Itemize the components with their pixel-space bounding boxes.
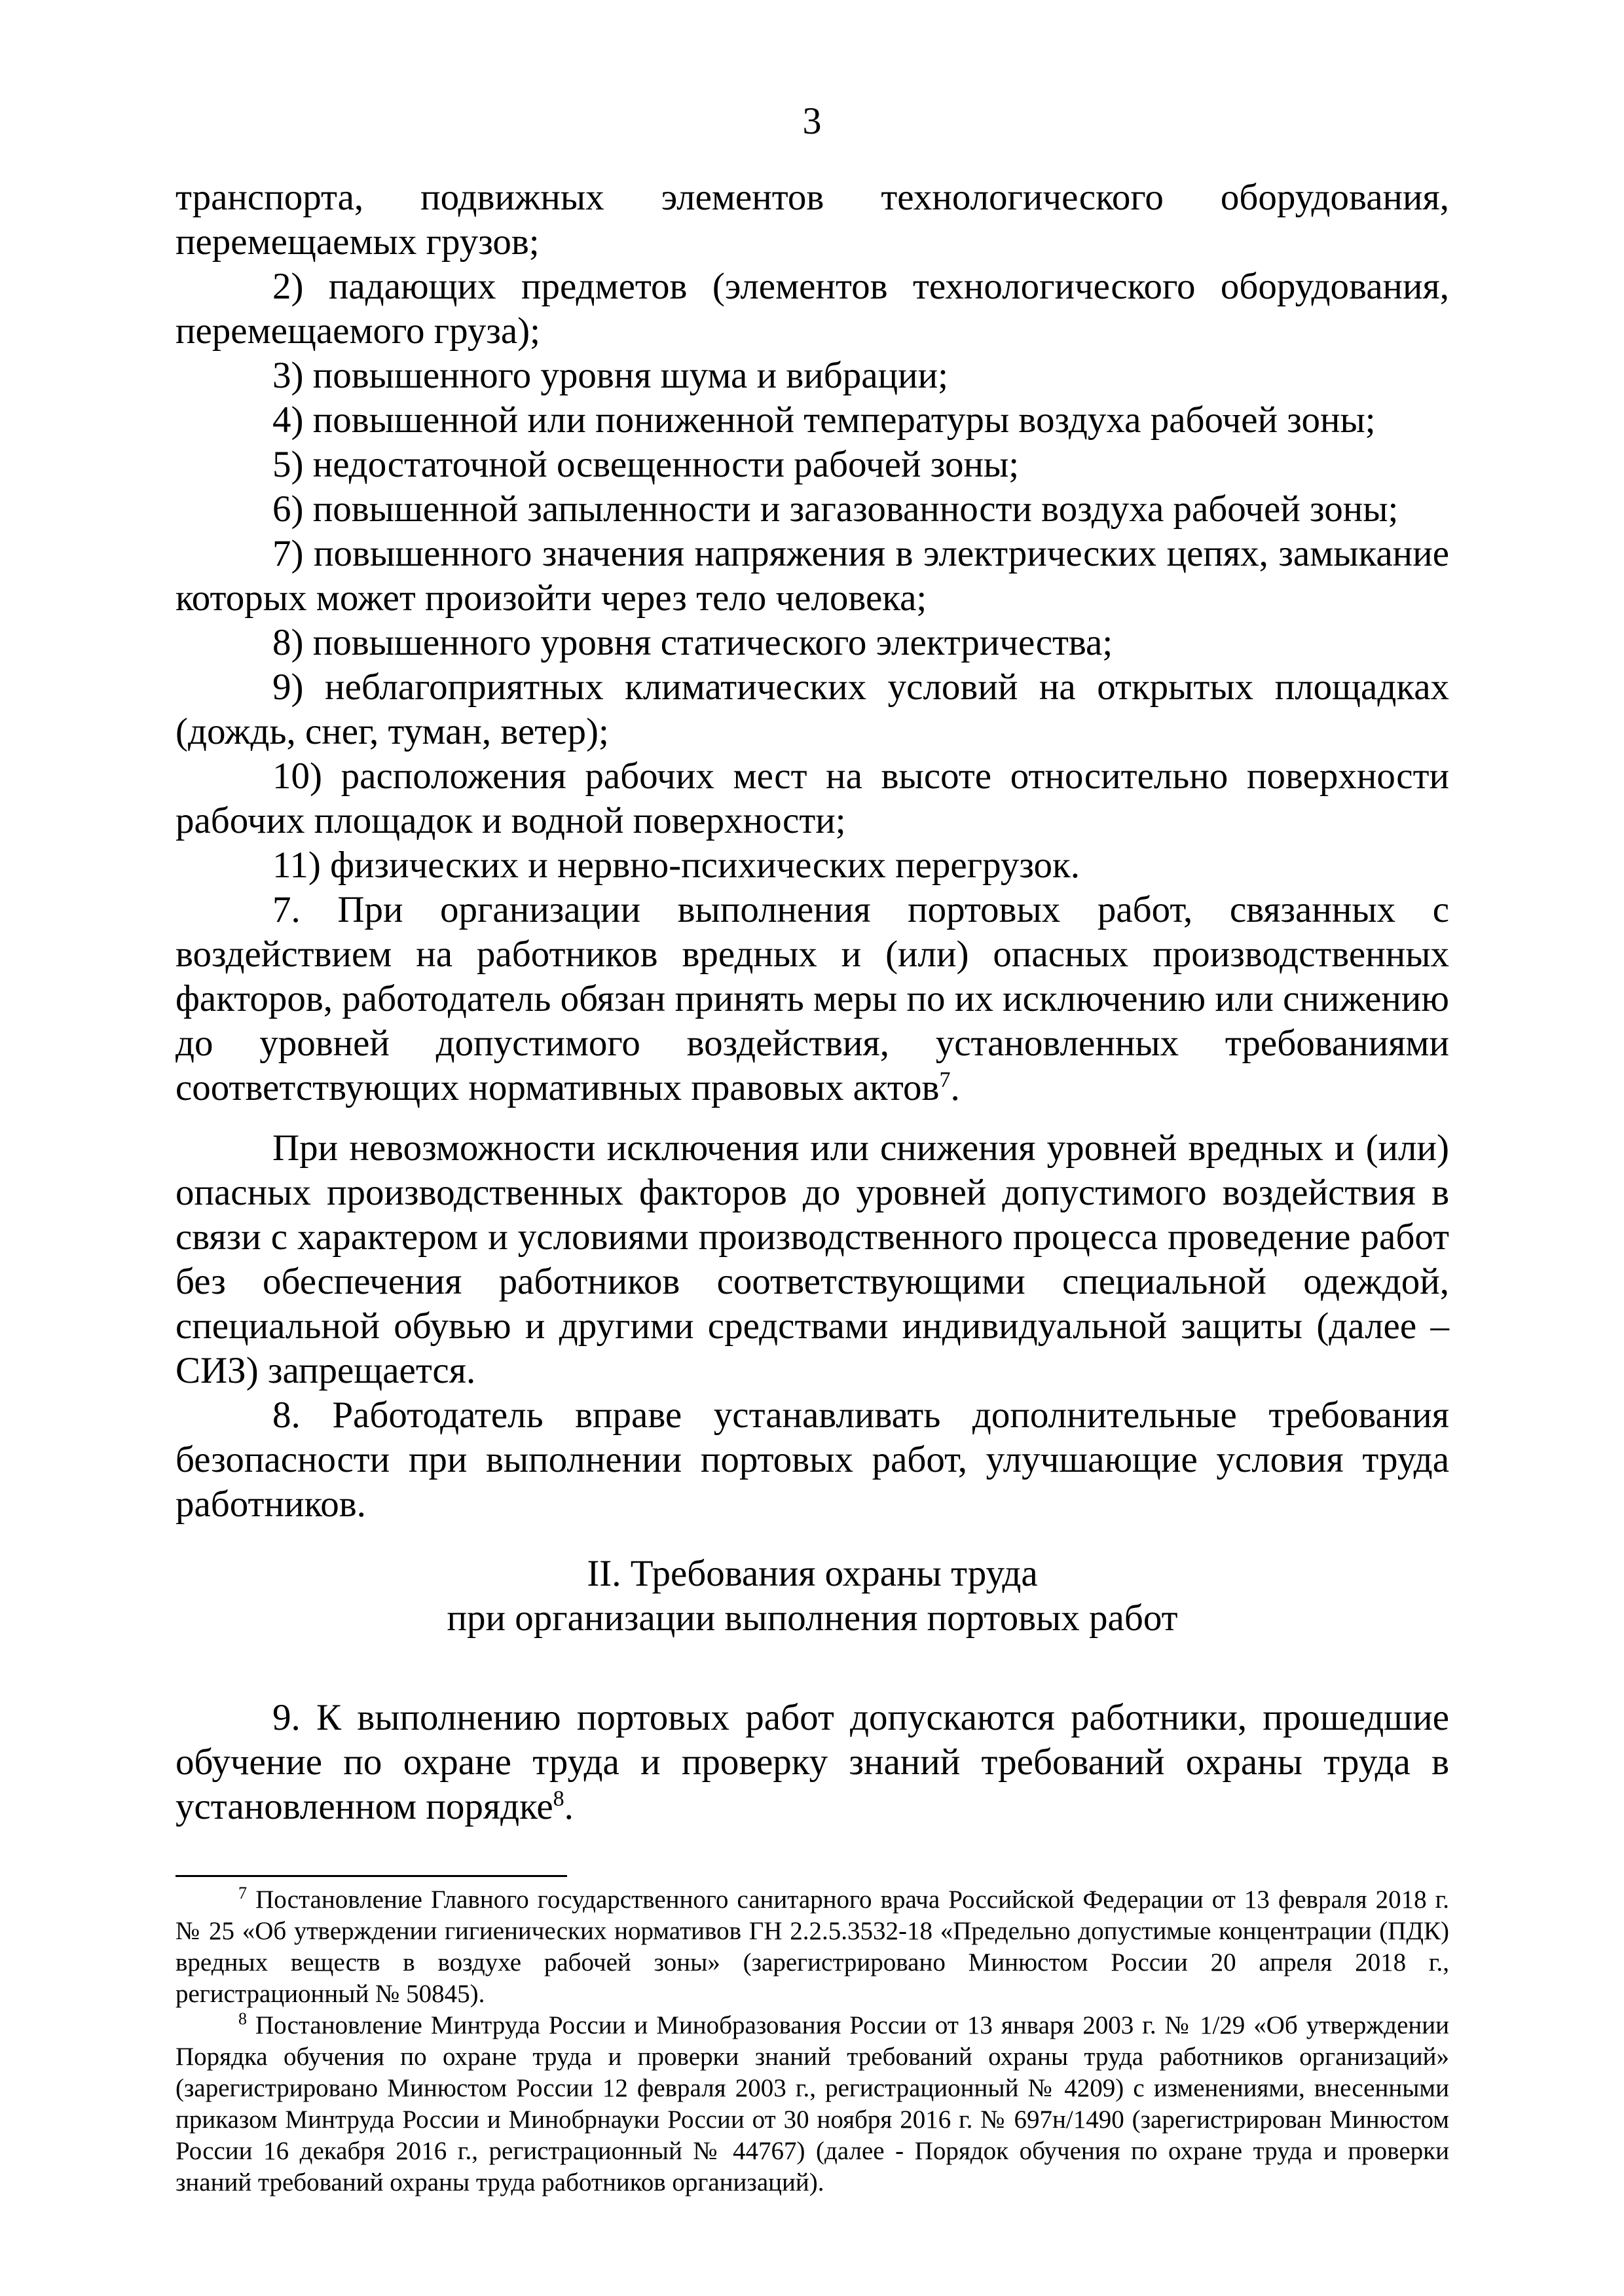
- list-item-6: 6) повышенной запыленности и загазованности воздуха рабочей зоны;: [272, 488, 1399, 530]
- list-item-8: 8) повышенного уровня статического электричества;: [272, 622, 1113, 663]
- list-item-4: 4) повышенной или пониженной температуры воздуха рабочей зоны;: [272, 399, 1376, 441]
- footnote-ref-7[interactable]: 7: [939, 1068, 951, 1092]
- body-text: [175, 175, 1449, 1527]
- footnotes: [175, 1884, 1449, 2198]
- list-item-2: 2) падающих предметов (элементов технологического оборудования, перемещаемого груза);: [175, 266, 1449, 352]
- paragraph-9-text: 9. К выполнению портовых работ допускаются работники, прошедшие обучение по охране труда и проверку знаний требований охраны труда в установленном порядке: [175, 1697, 1449, 1827]
- list-item-3: 3) повышенного уровня шума и вибрации;: [272, 355, 948, 396]
- list-item-10: 10) расположения рабочих мест на высоте относительно поверхности рабочих площадок и водной поверхности;: [175, 756, 1449, 841]
- list-item-5: 5) недостаточной освещенности рабочей зоны;: [272, 444, 1020, 485]
- list-item-9: 9) неблагоприятных климатических условий на открытых площадках (дождь, снег, туман, ветер);: [175, 666, 1449, 752]
- section-heading: [175, 1552, 1449, 1641]
- page-number: 3: [802, 100, 822, 142]
- footnote-separator: [175, 1875, 567, 1877]
- footnote-8-text: Постановление Минтруда России и Минобразования России от 13 января 2003 г. № 1/29 «Об утверждении Порядка обучения по охране труда и проверки знаний требований охраны труда работников организаций» (зарегистрировано Минюстом России 12 февраля 2003 г., регистрационный № 4209) с изменениями, внесенными приказом Минтруда России и Минобрнауки России от 30 ноября 2016 г. № 697н/1490 (зарегистрирован Минюстом России 16 декабря 2016 г., регистрационный № 44767) (далее - Порядок обучения по охране труда и проверки знаний требований охраны труда работников организаций).: [175, 2011, 1449, 2196]
- section-heading-line-1: II. Требования охраны труда: [587, 1553, 1038, 1594]
- paragraph-7-end: .: [950, 1067, 960, 1108]
- paragraph-7-continued: При невозможности исключения или снижения уровней вредных и (или) опасных производственных факторов до уровней допустимого воздействия в связи с характером и условиями производственного процесса проведение работ без обеспечения работников соответствующими специальной одеждой, специальной обувью и другими средствами индивидуальной защиты (далее – СИЗ) запрещается.: [175, 1127, 1449, 1391]
- footnote-8-mark: 8: [238, 2009, 247, 2028]
- footnote-7-mark: 7: [238, 1884, 247, 1903]
- paragraph-7-text: 7. При организации выполнения портовых работ, связанных с воздействием на работников вредных и (или) опасных производственных факторов, работодатель обязан принять меры по их исключению или снижению до уровней допустимого воздействия, установленных требованиями соответствующих нормативных правовых актов: [175, 889, 1449, 1108]
- paragraph-9: [175, 1696, 1449, 1829]
- section-body: [175, 1696, 1449, 1829]
- list-item-11: 11) физических и нервно-психических перегрузок.: [272, 845, 1080, 886]
- list-item-7: 7) повышенного значения напряжения в электрических цепях, замыкание которых может произойти через тело человека;: [175, 533, 1449, 619]
- paragraph-9-end: .: [564, 1786, 574, 1827]
- footnote-7: [175, 1884, 1449, 2010]
- footnote-ref-8[interactable]: 8: [553, 1787, 564, 1811]
- paragraph-8: 8. Работодатель вправе устанавливать дополнительные требования безопасности при выполнении портовых работ, улучшающие условия труда работников.: [175, 1394, 1449, 1525]
- section-heading-line-2: при организации выполнения портовых работ: [447, 1597, 1178, 1639]
- paragraph-7: [175, 888, 1449, 1110]
- footnote-7-text: Постановление Главного государственного санитарного врача Российской Федерации от 13 февраля 2018 г. № 25 «Об утверждении гигиенических нормативов ГН 2.2.5.3532-18 «Предельно допустимые концентрации (ПДК) вредных веществ в воздухе рабочей зоны» (зарегистрировано Минюстом России 20 апреля 2018 г., регистрационный № 50845).: [175, 1886, 1449, 2008]
- paragraph-continuation: транспорта, подвижных элементов технологического оборудования, перемещаемых грузов;: [175, 177, 1449, 263]
- footnote-8: [175, 2010, 1449, 2198]
